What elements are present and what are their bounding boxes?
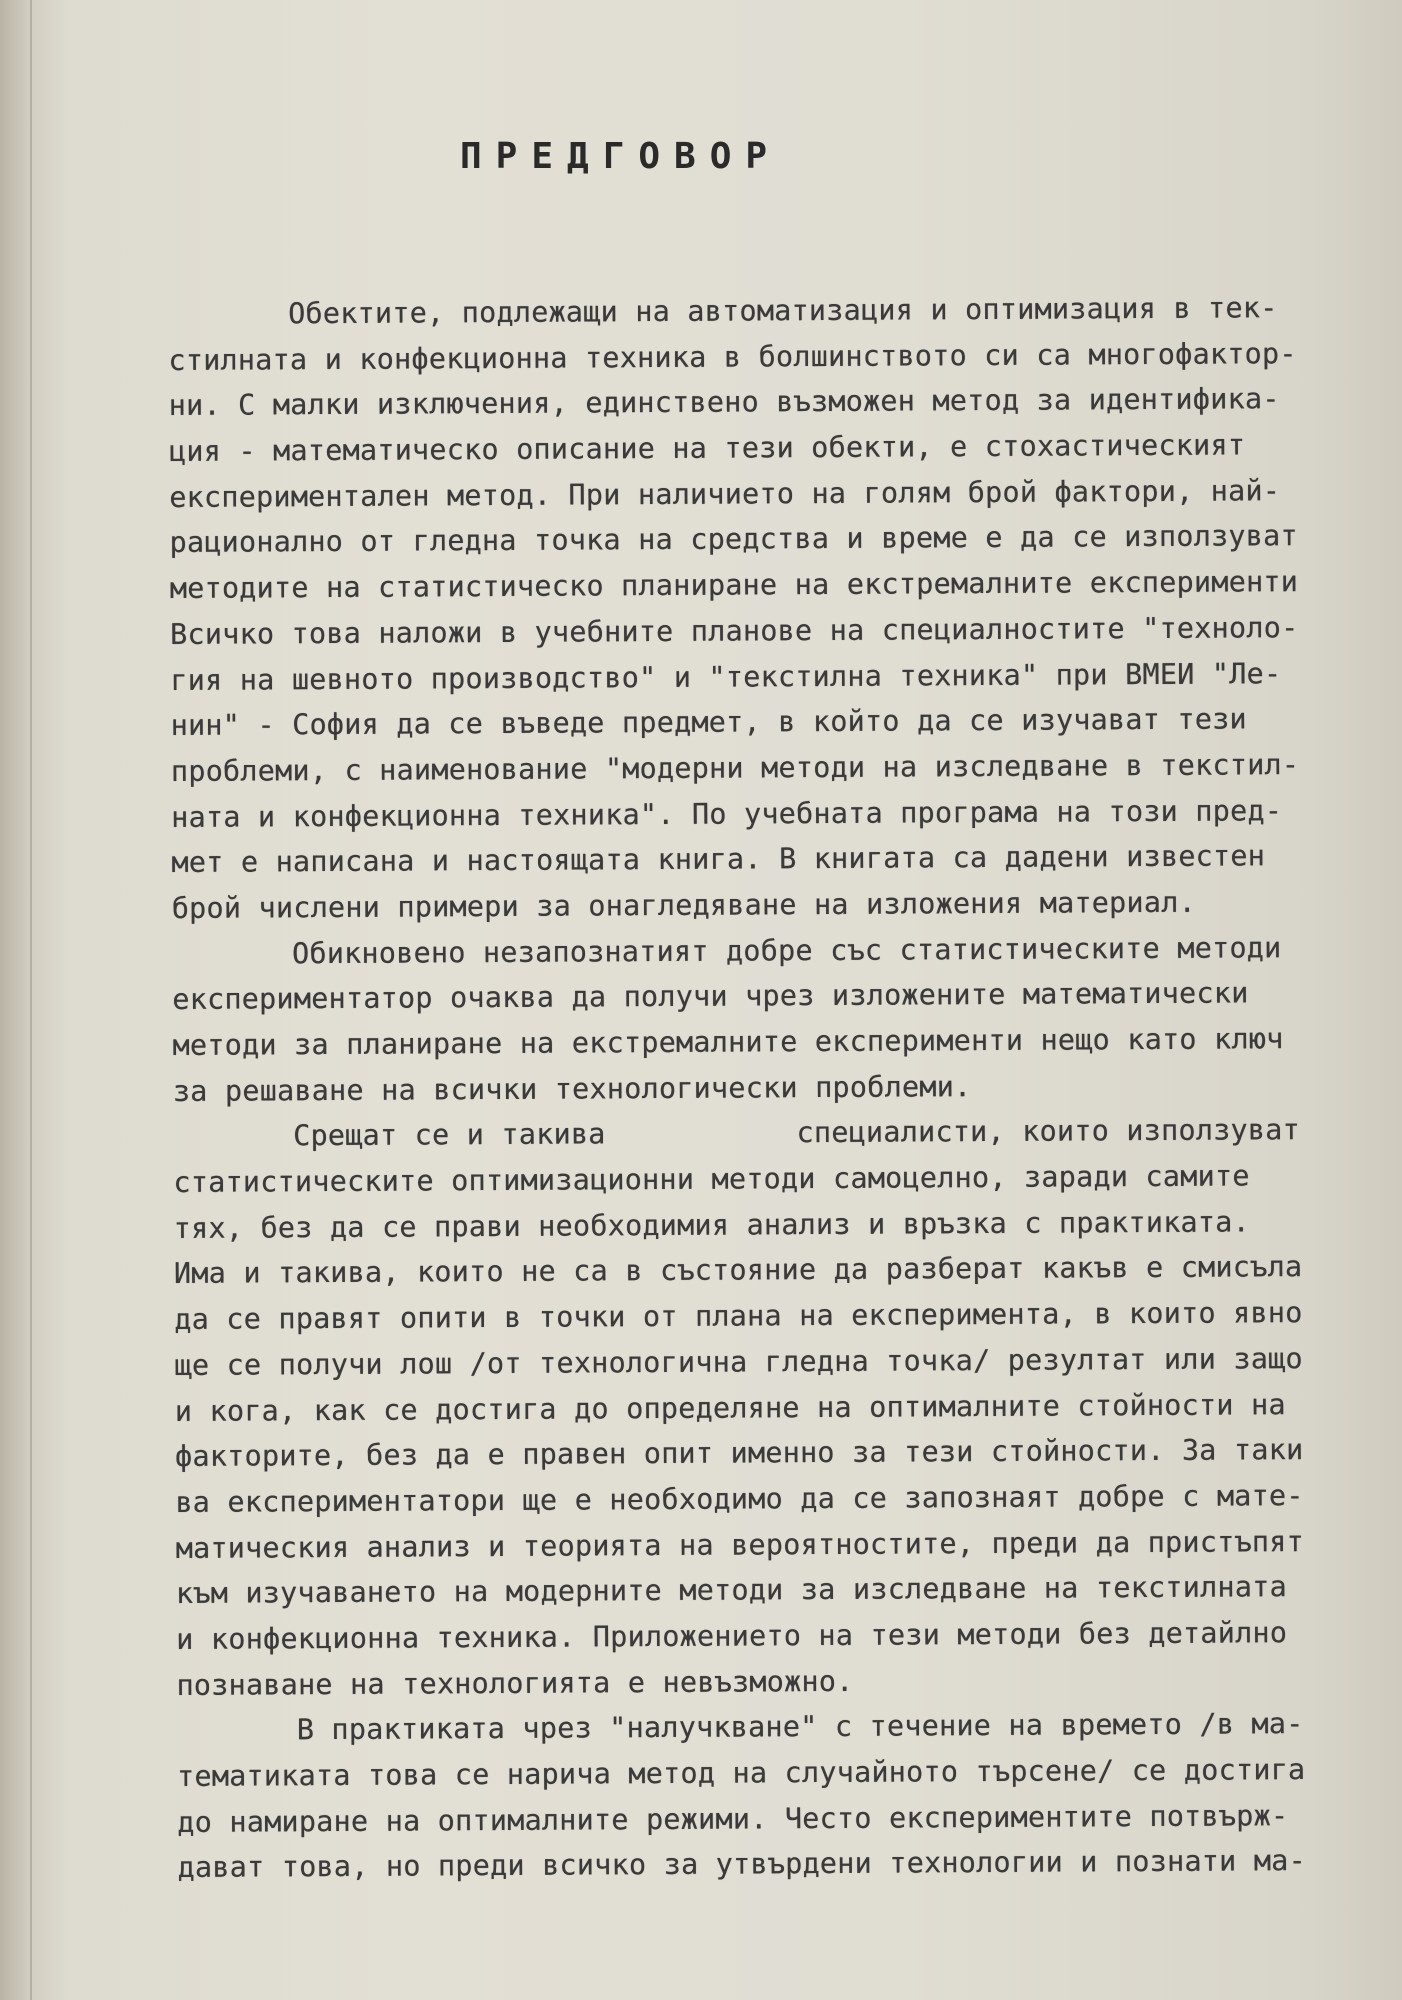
text-line: Всичко това наложи в учебните планове на специалностите "техноло- xyxy=(169,610,1299,651)
text-line: статистическите оптимизационни методи самоцелно, заради самите xyxy=(173,1159,1250,1200)
body-text xyxy=(168,285,1328,1891)
text-line: към изучаването на модерните методи за изследване на текстилната xyxy=(175,1570,1287,1611)
text-line: ция - математическо описание на тези обекти, е стохастическият xyxy=(168,428,1246,469)
text-line: ната и конфекционна техника". По учебната програма на този пред- xyxy=(171,793,1283,834)
text-line: стилната и конфекционна техника в болшинството си са многофактор- xyxy=(168,336,1297,377)
text-line: Обикновено незапознатият добре със статистическите методи xyxy=(291,930,1282,970)
text-line: нин" - София да се въведе предмет, в който да се изучават тези xyxy=(170,702,1247,743)
text-line: рационално от гледна точка на средства и време е да се използуват xyxy=(169,519,1298,560)
text-line: гия на шевното производство" и "текстилна техника" при ВМЕИ "Ле- xyxy=(170,656,1282,697)
text-line: проблеми, с наименование "модерни методи на изследване в текстил- xyxy=(170,747,1300,788)
text-line: експериментален метод. При наличието на голям брой фактори, най- xyxy=(169,473,1281,514)
text-line: методите на статистическо планиране на екстремалните експерименти xyxy=(169,565,1299,606)
text-line: познаване на технологията е невъзможно. xyxy=(176,1664,854,1702)
text-line: мет е написана и настоящата книга. В книгата са дадени известен xyxy=(171,839,1266,880)
text-line: за решаване на всички технологически проблеми. xyxy=(172,1069,972,1108)
text-line: дават това, но преди всичко за утвърдени технологии и познати ма- xyxy=(177,1844,1307,1885)
text-line: и кога, как се достига до определяне на оптималните стойности на xyxy=(174,1387,1286,1428)
text-line: тях, без да се прави необходимия анализ и връзка с практиката. xyxy=(173,1205,1251,1245)
text-line: тематиката това се нарича метод на случайното търсене/ се достига xyxy=(176,1753,1306,1793)
text-line: Обектите, подлежащи на автоматизация и оптимизация в тек- xyxy=(288,291,1278,331)
page-title: ПРЕДГОВОР xyxy=(460,136,782,177)
text-line: ни. С малки изключения, единствено възможен метод за идентифика- xyxy=(168,382,1280,423)
text-line: брой числени примери за онагледяване на изложения материал. xyxy=(171,885,1197,925)
text-line: В практиката чрез "налучкване" с течение на времето /в ма- xyxy=(296,1707,1304,1747)
text-line: да се правят опити в точки от плана на експеримента, в които явно xyxy=(174,1296,1303,1337)
text-line: експериментатор очаква да получи чрез изложените математически xyxy=(172,976,1249,1017)
text-line: ва експериментатори ще е необходимо да се запознаят добре с мате- xyxy=(175,1478,1304,1519)
text-line: факторите, без да е правен опит именно за тези стойности. За таки xyxy=(175,1433,1304,1474)
text-line: до намиране на оптималните режими. Често експериментите потвърж- xyxy=(177,1798,1289,1839)
page-binding-edge xyxy=(30,0,32,2000)
text-line: Има и такива, които не са в състояние да разберат какъв е смисъла xyxy=(173,1250,1303,1291)
text-line: и конфекционна техника. Приложението на тези методи без детайлно xyxy=(176,1616,1288,1656)
text-line: Срещат се и такива специалисти, които използуват xyxy=(293,1113,1301,1153)
text-line: методи за планиране на екстремалните експерименти нещо като ключ xyxy=(172,1022,1284,1062)
text-line: матическия анализ и теорията на вероятностите, преди да пристъпят xyxy=(175,1524,1305,1565)
text-line: ще се получи лош /от технологична гледна точка/ резултат или защо xyxy=(174,1341,1303,1382)
